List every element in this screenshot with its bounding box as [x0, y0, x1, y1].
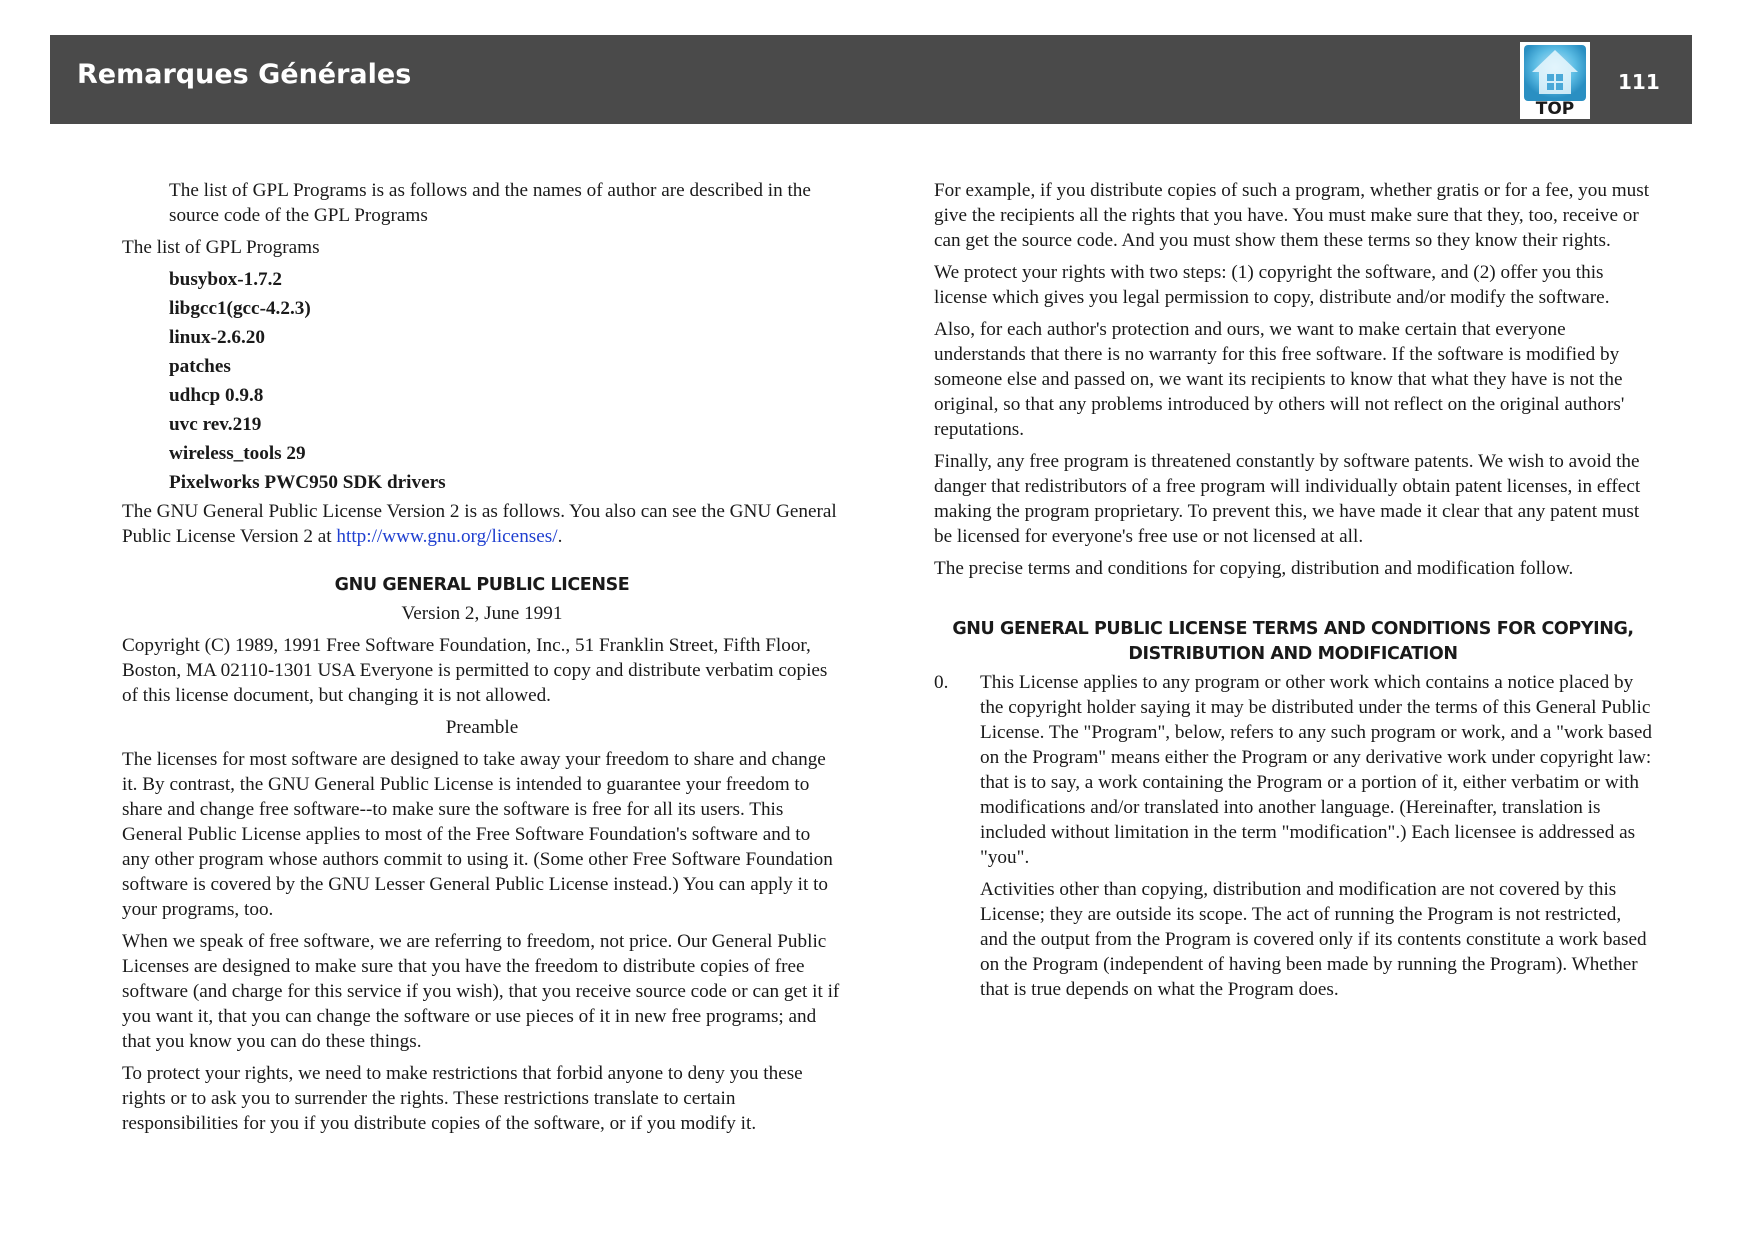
list-item: linux-2.6.20 [169, 327, 265, 348]
term-item-0 [934, 670, 1652, 1002]
left-column [122, 178, 842, 1143]
programs-heading: The list of GPL Programs [122, 237, 320, 258]
right-column [934, 178, 1652, 1009]
body-paragraph: When we speak of free software, we are referring to freedom, not price. Our General Public Licenses are designed to make sure that you have the freedom to distribute copies of free software (and charge for this service if you wish), that you receive source code or can get it if you want it, that you can change the software or use pieces of it in new free programs; and that you know you can do these things. [122, 931, 840, 1052]
program-list [122, 267, 842, 495]
page-title: Remarques Générales [77, 59, 412, 90]
list-item: uvc rev.219 [169, 414, 262, 435]
body-paragraph: We protect your rights with two steps: (1) copyright the software, and (2) offer you this license which gives you legal permission to copy, distribute and/or modify the software. [934, 262, 1610, 308]
body-paragraph: For example, if you distribute copies of such a program, whether gratis or for a fee, you must give the recipients all the rights that you have. You must make sure that they, too, receive or can get the source code. And you must show them these terms so they know their rights. [934, 180, 1650, 251]
intro-paragraph: The list of GPL Programs is as follows and the names of author are described in the source code of the GPL Programs [169, 180, 811, 226]
gnu-licenses-link[interactable]: http://www.gnu.org/licenses/ [336, 526, 558, 547]
page-header [50, 35, 1692, 124]
list-item: Pixelworks PWC950 SDK drivers [169, 472, 446, 493]
license-note-text: The GNU General Public License Version 2 is as follows. You also can see the GNU General Public License Version 2 at [122, 501, 837, 547]
top-button-label: TOP [1535, 99, 1575, 119]
top-button[interactable] [1520, 42, 1590, 119]
preamble-heading: Preamble [445, 717, 519, 738]
copyright-notice: Copyright (C) 1989, 1991 Free Software Foundation, Inc., 51 Franklin Street, Fifth Floor, Boston, MA 02110-1301 USA Everyone is permitted to copy and distribute verbatim copies of this license document, but changing it is not allowed. [122, 635, 828, 706]
license-note-suffix: . [557, 526, 563, 547]
term-text: This License applies to any program or other work which contains a notice placed by the copyright holder saying it may be distributed under the terms of this General Public License. The "Program", below, refers to any such program or work, and a "work based on the Program" means either the Program or any derivative work under copyright law: that is to say, a work containing the Program or a portion of it, either verbatim or with modifications and/or translated into another language. (Hereinafter, translation is included without limitation in the term "modification".) Each licensee is addressed as "you". [980, 672, 1652, 868]
body-paragraph: Also, for each author's protection and ours, we want to make certain that everyone understands that there is no warranty for this free software. If the software is modified by someone else and passed on, we want its recipients to know that what they have is not the original, so that any problems introduced by others will not reflect on the original authors' reputations. [934, 319, 1625, 440]
terms-heading: GNU GENERAL PUBLIC LICENSE TERMS AND CONDITIONS FOR COPYING, DISTRIBUTION AND MODIFICATION [952, 619, 1634, 664]
term-number: 0. [934, 672, 949, 693]
gpl-heading: GNU GENERAL PUBLIC LICENSE [334, 575, 630, 595]
list-item: busybox-1.7.2 [169, 269, 283, 290]
version-line: Version 2, June 1991 [401, 603, 563, 624]
list-item: patches [169, 356, 231, 377]
page-number: 111 [1618, 70, 1660, 94]
list-item: udhcp 0.9.8 [169, 385, 264, 406]
body-paragraph: The precise terms and conditions for copying, distribution and modification follow. [934, 558, 1574, 579]
license-note [122, 499, 842, 549]
body-paragraph: The licenses for most software are designed to take away your freedom to share and change it. By contrast, the GNU General Public License is intended to guarantee your freedom to share and change free software--to make sure the software is free for all its users. This General Public License applies to most of the Free Software Foundation's software and to any other program whose authors commit to using it. (Some other Free Software Foundation software is covered by the GNU Lesser General Public License instead.) You can apply it to your programs, too. [122, 749, 833, 920]
body-paragraph: Finally, any free program is threatened constantly by software patents. We wish to avoid the danger that redistributors of a free program will individually obtain patent licenses, in effect making the program proprietary. To prevent this, we have made it clear that any patent must be licensed for everyone's free use or not licensed at all. [934, 451, 1641, 547]
list-item: wireless_tools 29 [169, 443, 306, 464]
body-paragraph: To protect your rights, we need to make restrictions that forbid anyone to deny you these rights or to ask you to surrender the rights. These restrictions translate to certain responsibilities for you if you distribute copies of the software, or if you modify it. [122, 1063, 803, 1134]
list-item: libgcc1(gcc-4.2.3) [169, 298, 311, 319]
term-continuation: Activities other than copying, distribution and modification are not covered by this License; they are outside its scope. The act of running the Program is not restricted, and the output from the Program is covered only if its contents constitute a work based on the Program (independent of having been made by running the Program). Whether that is true depends on what the Program does. [980, 879, 1647, 1000]
